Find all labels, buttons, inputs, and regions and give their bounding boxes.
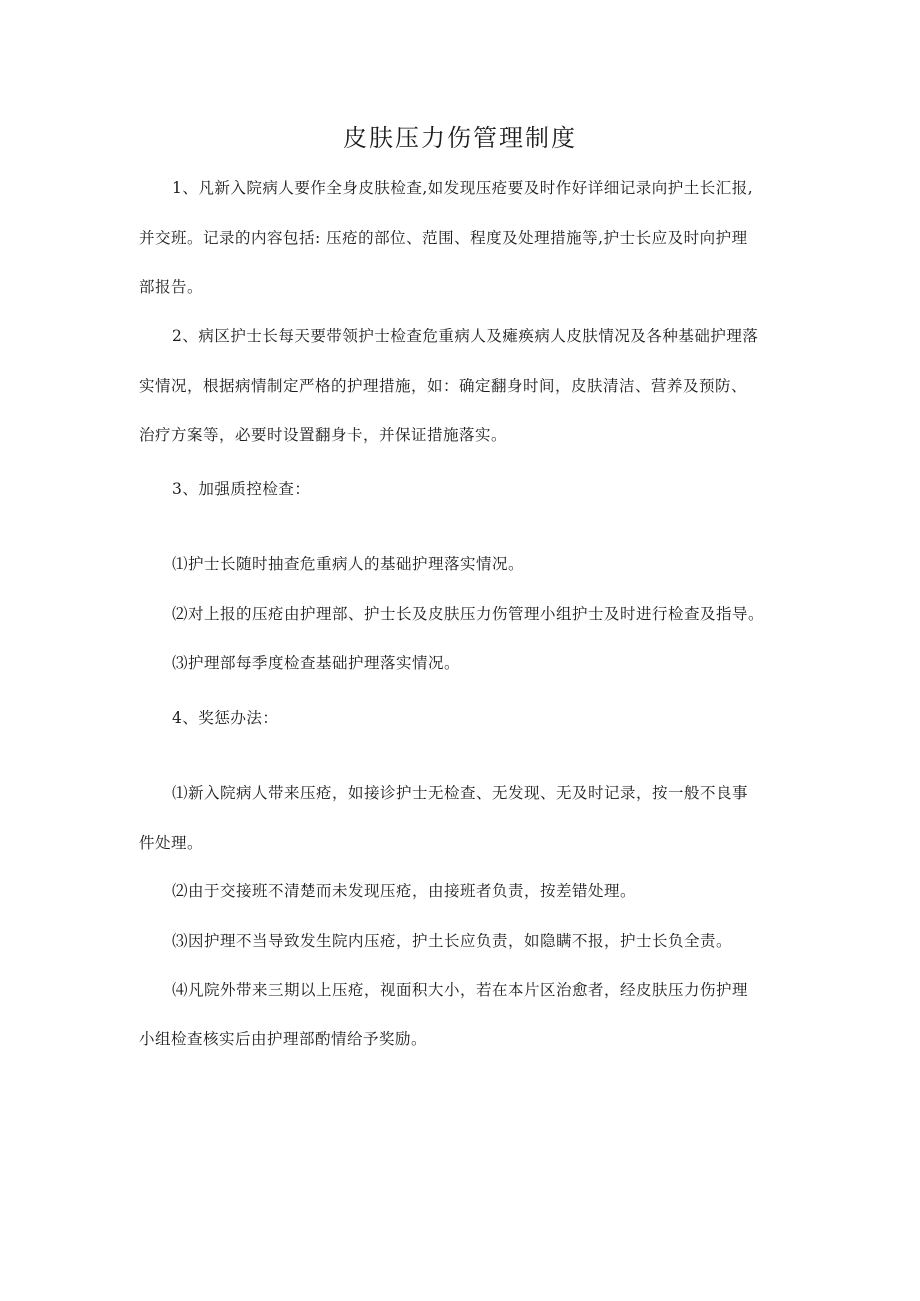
section-4-item-2: ⑵由于交接班不清楚而未发现压疮，由接班者负责，按差错处理。 bbox=[172, 882, 637, 900]
section-4-item-1-line-2: 件处理。 bbox=[139, 834, 204, 852]
section-4-item-4-line-1: ⑷凡院外带来三期以上压疮，视面积大小，若在本片区治愈者，经皮肤压力伤护理 bbox=[172, 981, 749, 999]
paragraph-2-line-3: 治疗方案等，必要时设置翻身卡，并保证措施落实。 bbox=[139, 426, 508, 444]
section-3-item-1: ⑴护士长随时抽查危重病人的基础护理落实情况。 bbox=[172, 555, 525, 573]
section-3-heading: 3、加强质控检查： bbox=[172, 480, 311, 498]
section-3-item-3: ⑶护理部每季度检查基础护理落实情况。 bbox=[172, 654, 461, 672]
paragraph-2-line-2: 实情况，根据病情制定严格的护理措施，如：确定翻身时间，皮肤清洁、营养及预防、 bbox=[139, 377, 748, 395]
section-3-item-2: ⑵对上报的压疮由护理部、护士长及皮肤压力伤管理小组护士及时进行检查及指导。 bbox=[172, 605, 765, 623]
section-4-item-1-line-1: ⑴新入院病人带来压疮，如接诊护士无检查、无发现、无及时记录，按一般不良事 bbox=[172, 784, 749, 802]
section-4-item-3: ⑶因护理不当导致发生院内压疮，护土长应负责，如隐瞒不报，护士长负全责。 bbox=[172, 932, 733, 950]
paragraph-2-line-1: 2、病区护士长每天要带领护士检查危重病人及瘫痪病人皮肤情况及各种基础护理落 bbox=[172, 327, 759, 345]
document-title: 皮肤压力伤管理制度 bbox=[343, 124, 577, 152]
paragraph-1-line-2: 并交班。记录的内容包括: 压疮的部位、范围、程度及处理措施等,护士长应及时向护理 bbox=[139, 229, 748, 247]
paragraph-1-line-3: 部报告。 bbox=[139, 278, 204, 296]
section-4-item-4-line-2: 小组检查核实后由护理部酌情给予奖励。 bbox=[139, 1030, 428, 1048]
paragraph-1-line-1: 1、凡新入院病人要作全身皮肤检查,如发现压疮要及时作好详细记录向护土长汇报, bbox=[172, 179, 754, 197]
section-4-heading: 4、奖惩办法： bbox=[172, 709, 279, 727]
